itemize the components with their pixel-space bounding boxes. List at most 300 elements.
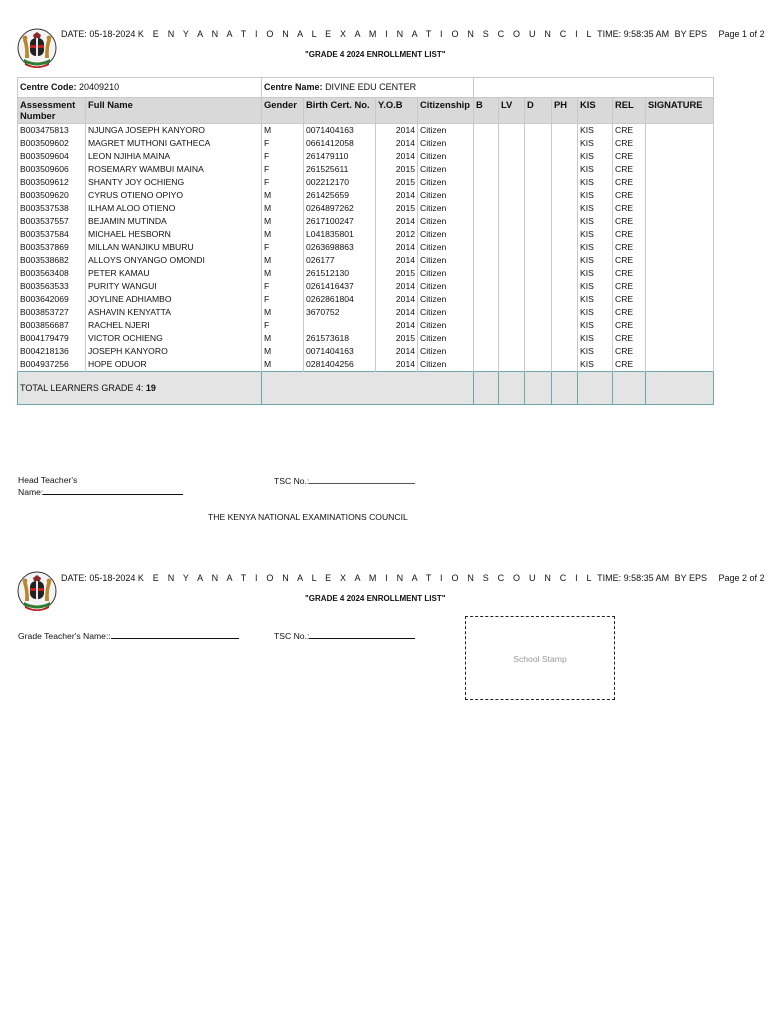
cell-d: [525, 358, 552, 372]
cell-b: [474, 137, 499, 150]
cell-assessment-number: B003509602: [18, 137, 86, 150]
cell-signature: [646, 345, 714, 358]
column-header-ph: PH: [552, 98, 578, 124]
cell-kis: KIS: [578, 124, 613, 138]
cell-full-name: MAGRET MUTHONI GATHECA: [86, 137, 262, 150]
cell-lv: [499, 150, 525, 163]
cell-signature: [646, 306, 714, 319]
cell-d: [525, 345, 552, 358]
total-blank: [499, 372, 525, 405]
grade-teacher-tsc-line: [309, 630, 415, 639]
cell-ph: [552, 319, 578, 332]
cell-d: [525, 189, 552, 202]
table-row: [18, 319, 714, 332]
cell-d: [525, 150, 552, 163]
cell-gender: M: [262, 332, 304, 345]
cell-full-name: ILHAM ALOO OTIENO: [86, 202, 262, 215]
cell-lv: [499, 202, 525, 215]
cell-birth-cert-no: 2617100247: [304, 215, 376, 228]
cell-lv: [499, 280, 525, 293]
cell-lv: [499, 254, 525, 267]
cell-ph: [552, 202, 578, 215]
cell-b: [474, 345, 499, 358]
cell-kis: KIS: [578, 345, 613, 358]
cell-ph: [552, 280, 578, 293]
table-row: [18, 241, 714, 254]
cell-assessment-number: B003537538: [18, 202, 86, 215]
cell-birth-cert-no: 0263698863: [304, 241, 376, 254]
report-title: "GRADE 4 2024 ENROLLMENT LIST": [305, 594, 446, 603]
school-stamp-label: School Stamp: [513, 654, 567, 664]
cell-yob: 2015: [376, 163, 418, 176]
cell-signature: [646, 280, 714, 293]
cell-ph: [552, 150, 578, 163]
cell-yob: 2014: [376, 137, 418, 150]
cell-full-name: CYRUS OTIENO OPIYO: [86, 189, 262, 202]
cell-signature: [646, 176, 714, 189]
table-row: [18, 150, 714, 163]
cell-b: [474, 241, 499, 254]
cell-ph: [552, 267, 578, 280]
cell-b: [474, 124, 499, 138]
total-blank: [525, 372, 552, 405]
column-header-signature: SIGNATURE: [646, 98, 714, 124]
cell-rel: CRE: [613, 345, 646, 358]
cell-lv: [499, 228, 525, 241]
cell-rel: CRE: [613, 254, 646, 267]
cell-signature: [646, 254, 714, 267]
cell-d: [525, 254, 552, 267]
cell-full-name: JOYLINE ADHIAMBO: [86, 293, 262, 306]
cell-full-name: LEON NJIHIA MAINA: [86, 150, 262, 163]
cell-kis: KIS: [578, 202, 613, 215]
cell-gender: F: [262, 137, 304, 150]
cell-d: [525, 241, 552, 254]
cell-birth-cert-no: 3670752: [304, 306, 376, 319]
cell-d: [525, 280, 552, 293]
cell-gender: M: [262, 254, 304, 267]
total-cell: [18, 372, 262, 405]
cell-yob: 2015: [376, 202, 418, 215]
cell-ph: [552, 176, 578, 189]
cell-yob: 2014: [376, 293, 418, 306]
table-row: [18, 293, 714, 306]
council-footer: THE KENYA NATIONAL EXAMINATIONS COUNCIL: [208, 512, 408, 522]
cell-lv: [499, 215, 525, 228]
cell-lv: [499, 332, 525, 345]
cell-rel: CRE: [613, 228, 646, 241]
cell-yob: 2014: [376, 319, 418, 332]
cell-lv: [499, 124, 525, 138]
head-teacher-label-line1: Head Teacher's: [18, 475, 78, 485]
cell-full-name: MILLAN WANJIKU MBURU: [86, 241, 262, 254]
enrollment-table: [17, 77, 714, 405]
cell-gender: M: [262, 358, 304, 372]
cell-gender: M: [262, 215, 304, 228]
cell-full-name: VICTOR OCHIENG: [86, 332, 262, 345]
cell-b: [474, 163, 499, 176]
cell-signature: [646, 267, 714, 280]
cell-kis: KIS: [578, 319, 613, 332]
total-blank: [474, 372, 499, 405]
grade-teacher-name-line: [111, 630, 239, 639]
column-header-gender: Gender: [262, 98, 304, 124]
cell-signature: [646, 358, 714, 372]
cell-citizenship: Citizen: [418, 189, 474, 202]
cell-lv: [499, 267, 525, 280]
cell-citizenship: Citizen: [418, 293, 474, 306]
cell-ph: [552, 137, 578, 150]
cell-birth-cert-no: 261525611: [304, 163, 376, 176]
cell-kis: KIS: [578, 189, 613, 202]
cell-kis: KIS: [578, 163, 613, 176]
cell-b: [474, 358, 499, 372]
cell-b: [474, 215, 499, 228]
cell-citizenship: Citizen: [418, 150, 474, 163]
cell-kis: KIS: [578, 150, 613, 163]
cell-yob: 2014: [376, 254, 418, 267]
cell-birth-cert-no: 0661412058: [304, 137, 376, 150]
cell-assessment-number: B003537869: [18, 241, 86, 254]
cell-gender: F: [262, 293, 304, 306]
cell-signature: [646, 332, 714, 345]
cell-d: [525, 163, 552, 176]
cell-citizenship: Citizen: [418, 228, 474, 241]
centre-name-value: DIVINE EDU CENTER: [325, 82, 417, 92]
school-stamp-box: [465, 616, 615, 700]
cell-yob: 2012: [376, 228, 418, 241]
cell-signature: [646, 124, 714, 138]
centre-code-label: Centre Code:: [20, 82, 77, 92]
cell-kis: KIS: [578, 215, 613, 228]
cell-rel: CRE: [613, 319, 646, 332]
cell-rel: CRE: [613, 215, 646, 228]
cell-signature: [646, 215, 714, 228]
cell-kis: KIS: [578, 267, 613, 280]
report-header-line: [61, 573, 765, 583]
cell-citizenship: Citizen: [418, 267, 474, 280]
cell-rel: CRE: [613, 150, 646, 163]
cell-assessment-number: B003509612: [18, 176, 86, 189]
cell-birth-cert-no: 026177: [304, 254, 376, 267]
cell-d: [525, 215, 552, 228]
cell-birth-cert-no: 261479110: [304, 150, 376, 163]
cell-assessment-number: B003563408: [18, 267, 86, 280]
cell-lv: [499, 176, 525, 189]
cell-birth-cert-no: 261573618: [304, 332, 376, 345]
report-by: BY EPS: [674, 29, 708, 39]
report-date: DATE: 05-18-2024: [61, 29, 136, 39]
column-header-assessment-number: Assessment Number: [18, 98, 86, 124]
cell-signature: [646, 241, 714, 254]
total-blank: [646, 372, 714, 405]
cell-citizenship: Citizen: [418, 137, 474, 150]
cell-citizenship: Citizen: [418, 215, 474, 228]
centre-code-value: 20409210: [79, 82, 120, 92]
cell-lv: [499, 189, 525, 202]
total-blank: [613, 372, 646, 405]
table-row: [18, 306, 714, 319]
grade-teacher-label: Grade Teacher's Name::: [18, 631, 111, 641]
report-header-line: [61, 29, 765, 39]
cell-birth-cert-no: 0261416437: [304, 280, 376, 293]
cell-lv: [499, 137, 525, 150]
total-blank: [578, 372, 613, 405]
cell-full-name: RACHEL NJERI: [86, 319, 262, 332]
cell-ph: [552, 332, 578, 345]
cell-citizenship: Citizen: [418, 358, 474, 372]
cell-gender: M: [262, 202, 304, 215]
cell-citizenship: Citizen: [418, 345, 474, 358]
cell-ph: [552, 215, 578, 228]
page-indicator: Page 2 of 2: [718, 573, 765, 583]
cell-b: [474, 332, 499, 345]
council-name: K E N Y A N A T I O N A L E X A M I N A T I O N S C O U N C I L: [137, 573, 595, 583]
cell-full-name: ASHAVIN KENYATTA: [86, 306, 262, 319]
cell-ph: [552, 254, 578, 267]
centre-name-cell: [262, 78, 474, 98]
cell-d: [525, 267, 552, 280]
cell-gender: F: [262, 163, 304, 176]
head-teacher-tsc-line: [309, 475, 415, 484]
cell-d: [525, 293, 552, 306]
cell-signature: [646, 228, 714, 241]
cell-rel: CRE: [613, 267, 646, 280]
cell-ph: [552, 306, 578, 319]
table-body: [18, 124, 714, 372]
table-row: [18, 267, 714, 280]
cell-gender: F: [262, 280, 304, 293]
table-row: [18, 345, 714, 358]
cell-rel: CRE: [613, 241, 646, 254]
table-header-row: [18, 98, 714, 124]
column-header-rel: REL: [613, 98, 646, 124]
cell-rel: CRE: [613, 306, 646, 319]
cell-d: [525, 137, 552, 150]
centre-code-cell: [18, 78, 262, 98]
cell-yob: 2014: [376, 306, 418, 319]
cell-gender: M: [262, 306, 304, 319]
centre-info-row: [18, 78, 714, 98]
cell-full-name: MICHAEL HESBORN: [86, 228, 262, 241]
cell-assessment-number: B004218136: [18, 345, 86, 358]
cell-citizenship: Citizen: [418, 241, 474, 254]
cell-birth-cert-no: 0262861804: [304, 293, 376, 306]
table-row: [18, 176, 714, 189]
cell-d: [525, 319, 552, 332]
table-row: [18, 332, 714, 345]
cell-full-name: SHANTY JOY OCHIENG: [86, 176, 262, 189]
cell-kis: KIS: [578, 176, 613, 189]
cell-yob: 2015: [376, 332, 418, 345]
cell-assessment-number: B003537557: [18, 215, 86, 228]
cell-rel: CRE: [613, 358, 646, 372]
cell-kis: KIS: [578, 332, 613, 345]
head-teacher-tsc-field: [274, 475, 415, 487]
column-header-yob: Y.O.B: [376, 98, 418, 124]
column-header-b: B: [474, 98, 499, 124]
cell-lv: [499, 241, 525, 254]
cell-kis: KIS: [578, 280, 613, 293]
cell-assessment-number: B003856687: [18, 319, 86, 332]
cell-gender: F: [262, 241, 304, 254]
cell-signature: [646, 319, 714, 332]
cell-signature: [646, 137, 714, 150]
cell-ph: [552, 124, 578, 138]
cell-citizenship: Citizen: [418, 254, 474, 267]
head-teacher-label-line2: Name:: [18, 487, 44, 497]
cell-full-name: BEJAMIN MUTINDA: [86, 215, 262, 228]
cell-rel: CRE: [613, 137, 646, 150]
cell-assessment-number: B003509620: [18, 189, 86, 202]
total-blank: [262, 372, 474, 405]
cell-ph: [552, 358, 578, 372]
cell-b: [474, 319, 499, 332]
table-row: [18, 228, 714, 241]
centre-name-label: Centre Name:: [264, 82, 323, 92]
head-teacher-name-line: [43, 486, 183, 495]
cell-b: [474, 267, 499, 280]
cell-citizenship: Citizen: [418, 306, 474, 319]
cell-gender: M: [262, 189, 304, 202]
cell-yob: 2015: [376, 267, 418, 280]
cell-gender: F: [262, 150, 304, 163]
cell-citizenship: Citizen: [418, 124, 474, 138]
total-label: TOTAL LEARNERS GRADE 4:: [20, 383, 144, 393]
cell-kis: KIS: [578, 293, 613, 306]
cell-rel: CRE: [613, 176, 646, 189]
cell-rel: CRE: [613, 280, 646, 293]
cell-birth-cert-no: 0071404163: [304, 124, 376, 138]
report-time: TIME: 9:58:35 AM: [597, 29, 670, 39]
cell-citizenship: Citizen: [418, 332, 474, 345]
cell-rel: CRE: [613, 189, 646, 202]
cell-gender: F: [262, 176, 304, 189]
column-header-birth-cert-no: Birth Cert. No.: [304, 98, 376, 124]
cell-d: [525, 332, 552, 345]
cell-ph: [552, 293, 578, 306]
cell-kis: KIS: [578, 228, 613, 241]
cell-birth-cert-no: 0071404163: [304, 345, 376, 358]
cell-rel: CRE: [613, 293, 646, 306]
cell-signature: [646, 189, 714, 202]
page-indicator: Page 1 of 2: [718, 29, 765, 39]
table-row: [18, 202, 714, 215]
cell-lv: [499, 345, 525, 358]
cell-b: [474, 254, 499, 267]
cell-citizenship: Citizen: [418, 319, 474, 332]
cell-assessment-number: B004937256: [18, 358, 86, 372]
report-time: TIME: 9:58:35 AM: [597, 573, 670, 583]
cell-kis: KIS: [578, 241, 613, 254]
head-teacher-name-field: [18, 475, 183, 498]
cell-citizenship: Citizen: [418, 176, 474, 189]
report-title: "GRADE 4 2024 ENROLLMENT LIST": [305, 50, 446, 59]
cell-yob: 2014: [376, 215, 418, 228]
cell-ph: [552, 345, 578, 358]
cell-birth-cert-no: L041835801: [304, 228, 376, 241]
cell-full-name: PURITY WANGUI: [86, 280, 262, 293]
total-row: [18, 372, 714, 405]
cell-d: [525, 202, 552, 215]
cell-gender: M: [262, 267, 304, 280]
report-date: DATE: 05-18-2024: [61, 573, 136, 583]
cell-full-name: JOSEPH KANYORO: [86, 345, 262, 358]
cell-assessment-number: B003642069: [18, 293, 86, 306]
cell-signature: [646, 202, 714, 215]
cell-yob: 2014: [376, 358, 418, 372]
cell-assessment-number: B003853727: [18, 306, 86, 319]
cell-b: [474, 306, 499, 319]
cell-b: [474, 150, 499, 163]
cell-assessment-number: B003538682: [18, 254, 86, 267]
cell-d: [525, 176, 552, 189]
cell-yob: 2014: [376, 189, 418, 202]
table-row: [18, 254, 714, 267]
cell-signature: [646, 163, 714, 176]
table-row: [18, 163, 714, 176]
table-row: [18, 358, 714, 372]
cell-assessment-number: B004179479: [18, 332, 86, 345]
total-value: 19: [145, 383, 156, 393]
cell-signature: [646, 293, 714, 306]
grade-teacher-tsc-field: [274, 630, 415, 642]
column-header-full-name: Full Name: [86, 98, 262, 124]
cell-signature: [646, 150, 714, 163]
grade-teacher-name-field: [18, 630, 239, 642]
cell-yob: 2014: [376, 345, 418, 358]
column-header-citizenship: Citizenship: [418, 98, 474, 124]
centre-blank-cell: [474, 78, 714, 98]
cell-assessment-number: B003475813: [18, 124, 86, 138]
cell-ph: [552, 241, 578, 254]
cell-lv: [499, 319, 525, 332]
cell-kis: KIS: [578, 254, 613, 267]
cell-yob: 2014: [376, 124, 418, 138]
cell-yob: 2014: [376, 150, 418, 163]
cell-birth-cert-no: 0281404256: [304, 358, 376, 372]
cell-ph: [552, 228, 578, 241]
council-name: K E N Y A N A T I O N A L E X A M I N A T I O N S C O U N C I L: [137, 29, 595, 39]
cell-d: [525, 228, 552, 241]
cell-ph: [552, 163, 578, 176]
cell-assessment-number: B003509606: [18, 163, 86, 176]
cell-gender: F: [262, 319, 304, 332]
cell-full-name: PETER KAMAU: [86, 267, 262, 280]
cell-rel: CRE: [613, 124, 646, 138]
cell-lv: [499, 306, 525, 319]
cell-b: [474, 228, 499, 241]
cell-rel: CRE: [613, 202, 646, 215]
cell-gender: M: [262, 124, 304, 138]
cell-birth-cert-no: 261425659: [304, 189, 376, 202]
column-header-kis: KIS: [578, 98, 613, 124]
table-row: [18, 215, 714, 228]
cell-lv: [499, 293, 525, 306]
cell-citizenship: Citizen: [418, 163, 474, 176]
cell-b: [474, 293, 499, 306]
cell-citizenship: Citizen: [418, 280, 474, 293]
cell-assessment-number: B003537584: [18, 228, 86, 241]
table-row: [18, 280, 714, 293]
cell-birth-cert-no: 0264897262: [304, 202, 376, 215]
cell-birth-cert-no: 261512130: [304, 267, 376, 280]
cell-b: [474, 202, 499, 215]
cell-d: [525, 124, 552, 138]
cell-birth-cert-no: [304, 319, 376, 332]
table-row: [18, 137, 714, 150]
cell-b: [474, 176, 499, 189]
